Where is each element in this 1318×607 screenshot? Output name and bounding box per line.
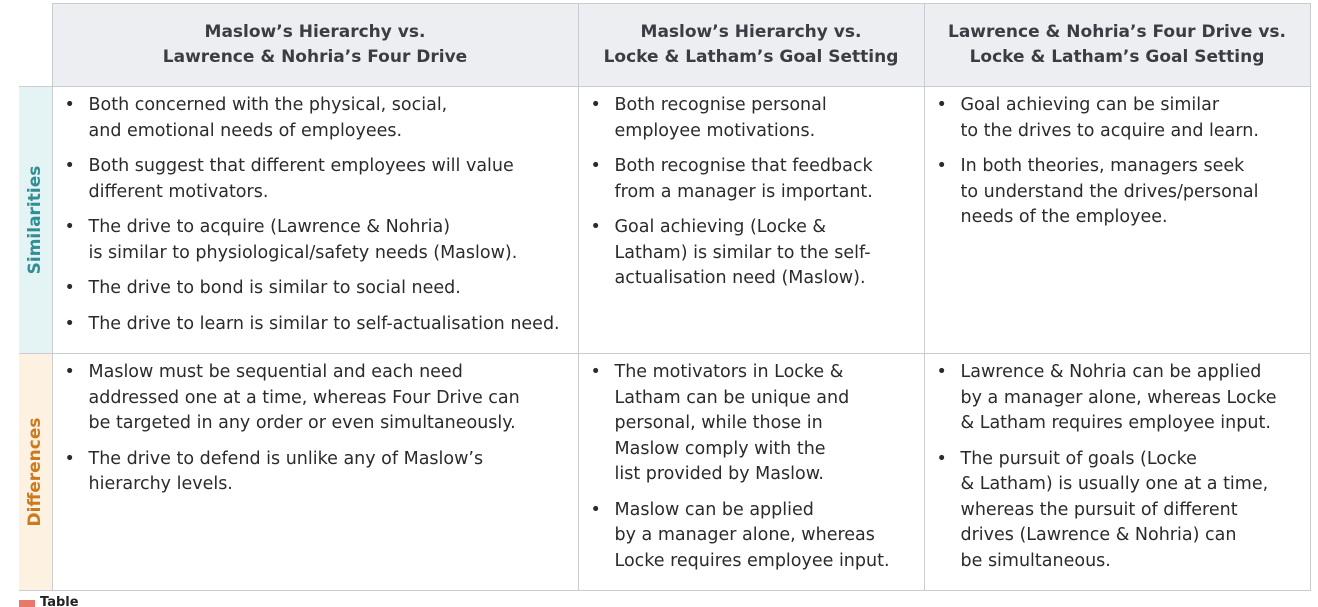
list-item: • Both suggest that different employees will value different motivators. — [63, 154, 564, 205]
differences-cell-col1 — [52, 354, 578, 591]
differences-cell-col3 — [924, 354, 1310, 591]
bullet-list — [589, 93, 910, 292]
similarities-label: Similarities — [25, 165, 46, 275]
list-item: • The drive to acquire (Lawrence & Nohria) is similar to physiological/safety needs (Maslow). — [63, 215, 564, 266]
list-item: • The drive to bond is similar to social need. — [63, 276, 564, 302]
list-item: • Maslow can be applied by a manager alone, whereas Locke requires employee input. — [589, 498, 910, 575]
header-row — [19, 4, 1310, 87]
bullet-list — [589, 360, 910, 574]
header-maslow-vs-four-drive: Maslow’s Hierarchy vs. Lawrence & Nohria’s Four Drive — [52, 4, 578, 87]
bullet-list — [935, 93, 1296, 231]
similarities-cell-col2 — [578, 87, 924, 354]
differences-row — [19, 354, 1310, 591]
comparison-table — [19, 3, 1311, 591]
bullet-list — [935, 360, 1296, 574]
differences-cell-col2 — [578, 354, 924, 591]
list-item: • Goal achieving (Locke & Latham) is similar to the self- actualisation need (Maslow). — [589, 215, 910, 292]
list-item: • Both recognise personal employee motivations. — [589, 93, 910, 144]
list-item: • The pursuit of goals (Locke & Latham) is usually one at a time, whereas the pursuit of different drives (Lawrence & Nohria) can be simultaneous. — [935, 447, 1296, 575]
bullet-list — [63, 360, 564, 498]
list-item: • The drive to learn is similar to self-actualisation need. — [63, 312, 564, 338]
similarities-row — [19, 87, 1310, 354]
list-item: • Both recognise that feedback from a manager is important. — [589, 154, 910, 205]
similarities-cell-col3 — [924, 87, 1310, 354]
table-caption-marker — [19, 600, 35, 607]
list-item: • Both concerned with the physical, social, and emotional needs of employees. — [63, 93, 564, 144]
corner-cell — [19, 4, 52, 87]
differences-side-cell — [19, 354, 52, 591]
list-item: • Goal achieving can be similar to the drives to acquire and learn. — [935, 93, 1296, 144]
differences-label: Differences — [25, 417, 46, 527]
table-caption: Table — [40, 596, 79, 607]
similarities-side-cell — [19, 87, 52, 354]
bullet-list — [63, 93, 564, 337]
similarities-cell-col1 — [52, 87, 578, 354]
list-item: • Lawrence & Nohria can be applied by a manager alone, whereas Locke & Latham requires employee input. — [935, 360, 1296, 437]
list-item: • In both theories, managers seek to understand the drives/personal needs of the employee. — [935, 154, 1296, 231]
list-item: • The motivators in Locke & Latham can be unique and personal, while those in Maslow comply with the list provided by Maslow. — [589, 360, 910, 488]
list-item: • Maslow must be sequential and each need addressed one at a time, whereas Four Drive can be targeted in any order or even simultaneously. — [63, 360, 564, 437]
header-maslow-vs-goal-setting: Maslow’s Hierarchy vs. Locke & Latham’s Goal Setting — [578, 4, 924, 87]
list-item: • The drive to defend is unlike any of Maslow’s hierarchy levels. — [63, 447, 564, 498]
header-four-drive-vs-goal-setting: Lawrence & Nohria’s Four Drive vs. Locke & Latham’s Goal Setting — [924, 4, 1310, 87]
